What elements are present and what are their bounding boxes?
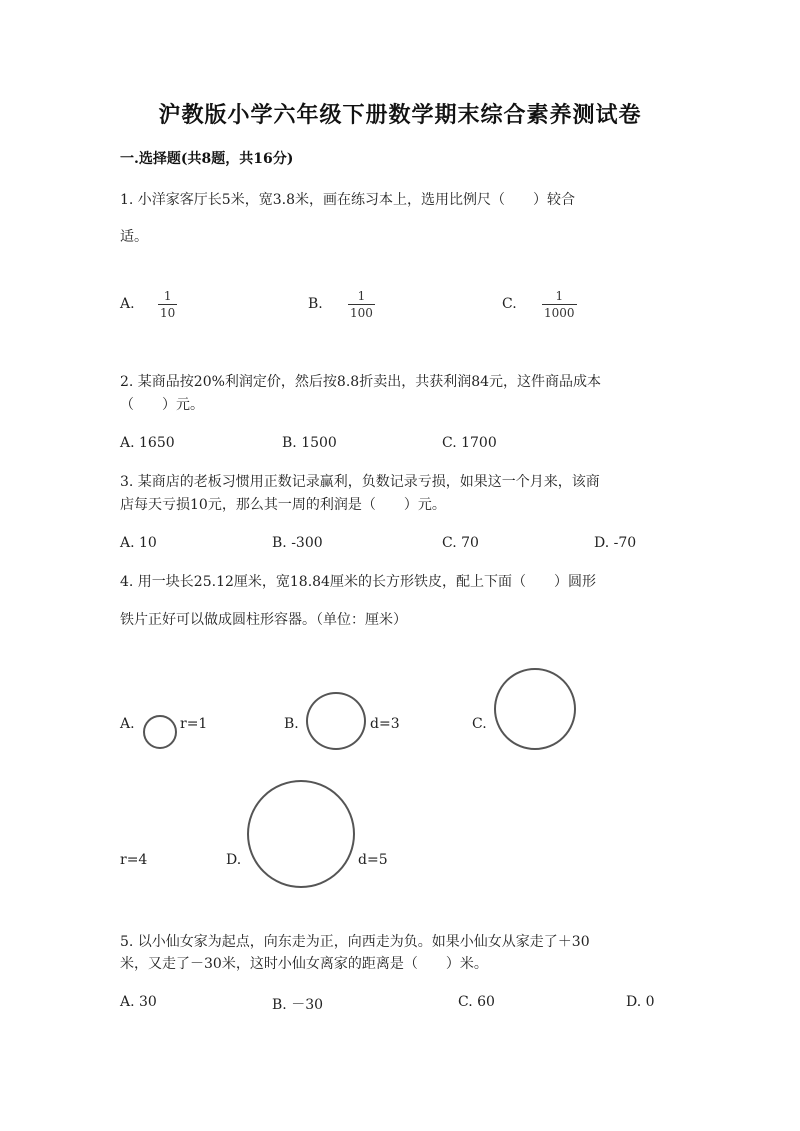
option-b[interactable]: B. 1500 [282,435,337,451]
option-d[interactable]: D. 0 [626,994,655,1010]
question-4-text-line2: 铁片正好可以做成圆柱形容器。（单位：厘米） [120,612,407,628]
question-2-text-line2: （ ）元。 [120,397,204,413]
fraction-bar [348,304,375,305]
fraction-denominator: 1000 [544,306,575,320]
option-c[interactable]: C. 60 [458,994,495,1010]
option-b-label[interactable]: B. [308,296,323,312]
circle-d[interactable] [247,780,355,888]
option-a-fraction [158,289,177,320]
question-2-text-line1: 2. 某商品按20%利润定价，然后按8.8折卖出，共获利润84元，这件商品成本 [120,374,602,390]
page-title: 沪教版小学六年级下册数学期末综合素养测试卷 [158,102,642,128]
question-1-text-line2: 适。 [120,229,148,245]
option-a-label[interactable]: A. [120,716,135,732]
circle-b-dimension: d=3 [370,716,400,732]
circle-b[interactable] [306,692,366,750]
question-5-text-line2: 米，又走了－30米，这时小仙女离家的距离是（ ）米。 [120,956,488,972]
circle-a[interactable] [143,715,177,749]
question-4-text-line1: 4. 用一块长25.12厘米，宽18.84厘米的长方形铁皮，配上下面（ ）圆形 [120,574,596,590]
option-a[interactable]: A. 30 [120,994,157,1010]
fraction-numerator: 1 [357,289,366,303]
option-a-label[interactable]: A. [120,296,135,312]
question-3-text-line2: 店每天亏损10元，那么其一周的利润是（ ）元。 [120,497,446,513]
fraction-denominator: 100 [350,306,373,320]
circle-c[interactable] [494,668,576,750]
option-a[interactable]: A. 1650 [120,435,175,451]
circle-c-dimension: r=4 [120,852,148,868]
option-c[interactable]: C. 1700 [442,435,497,451]
circle-d-dimension: d=5 [358,852,388,868]
section-heading: 一.选择题(共8题，共16分) [120,151,294,167]
fraction-bar [542,304,577,305]
option-c[interactable]: C. 70 [442,535,479,551]
option-d[interactable]: D. -70 [594,535,637,551]
option-c-label[interactable]: C. [502,296,517,312]
fraction-numerator: 1 [555,289,564,303]
option-c-label[interactable]: C. [472,716,487,732]
option-b[interactable]: B. -300 [272,535,323,551]
option-a[interactable]: A. 10 [120,535,157,551]
fraction-denominator: 10 [160,306,176,320]
fraction-bar [158,304,177,305]
question-1-text-line1: 1. 小洋家客厅长5米，宽3.8米，画在练习本上，选用比例尺（ ）较合 [120,192,575,208]
question-5-text-line1: 5. 以小仙女家为起点，向东走为正，向西走为负。如果小仙女从家走了＋30 [120,934,590,950]
option-b-label[interactable]: B. [284,716,299,732]
question-3-text-line1: 3. 某商店的老板习惯用正数记录赢利，负数记录亏损，如果这一个月来，该商 [120,474,600,490]
circle-a-dimension: r=1 [180,716,208,732]
fraction-numerator: 1 [163,289,172,303]
option-b[interactable]: B. －30 [272,997,324,1013]
option-b-fraction [348,289,375,320]
option-d-label[interactable]: D. [226,852,242,868]
option-c-fraction [542,289,577,320]
